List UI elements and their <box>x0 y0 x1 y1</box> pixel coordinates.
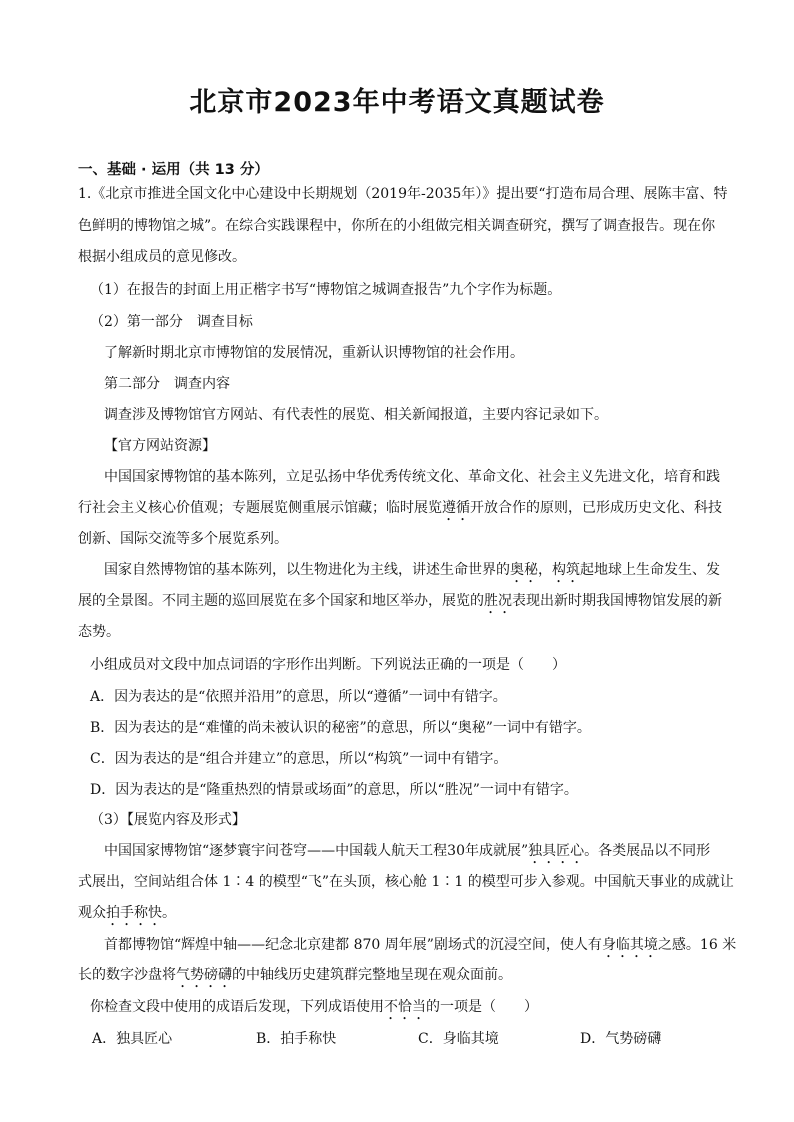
official-site-heading: 【官方网站资源】 <box>104 438 216 454</box>
subq-3-heading: （3）【展览内容及形式】 <box>90 812 246 828</box>
dotted-word-gouzhu: 构筑 <box>552 562 580 578</box>
judge-option-d: D．因为表达的是“隆重热烈的情景或场面”的意思，所以“胜况”一词中有错字。 <box>90 782 578 798</box>
para-c-line-1 <box>104 841 774 867</box>
dotted-word-shenlinqijing: 身临其境 <box>601 937 658 953</box>
idiom-option-c: C．身临其境 <box>418 1031 499 1047</box>
text-run: 起地球上生命发生、发 <box>580 562 720 578</box>
idiom-option-a: A．独具匠心 <box>92 1031 173 1047</box>
q1-line-3: 根据小组成员的意见修改。 <box>78 249 246 265</box>
idiom-option-d: D．气势磅礴 <box>580 1031 662 1047</box>
text-run: 国家自然博物馆的基本陈列，以生物进化为主线，讲述生命世界的 <box>104 562 510 578</box>
text-run: 你检查文段中使用的成语后发现，下列成语使用 <box>90 999 384 1015</box>
q1-line-2: 色鲜明的博物馆之城”。在综合实践课程中，你所在的小组做完相关调查研究，撰写了调查报告。现在你 <box>78 218 716 234</box>
part2-heading: 第二部分 调查内容 <box>104 376 230 392</box>
subq-2-heading: （2）第一部分 调查目标 <box>90 314 253 330</box>
para-c-line-2: 式展出，空间站组合体 1∶4 的模型“飞”在头顶，核心舱 1∶1 的模型可步入参观。中国航天事业的成就让 <box>78 874 734 890</box>
dotted-word-paishouchengkuai: 拍手称快 <box>106 905 162 921</box>
para-c-line-3 <box>78 903 748 929</box>
text-run: 的中轴线历史建筑群完整地呈现在观众面前。 <box>232 967 512 983</box>
judge-question: 小组成员对文段中加点词语的字形作出判断。下列说法正确的一项是（ ） <box>90 657 566 673</box>
para-a-line-3: 创新、国际交流等多个展览系列。 <box>78 531 288 547</box>
judge-option-a: A．因为表达的是“依照并沿用”的意思，所以“遵循”一词中有错字。 <box>90 689 507 705</box>
text-run: 长的数字沙盘将 <box>78 967 176 983</box>
para-b-line-3: 态势。 <box>78 624 120 640</box>
dotted-word-aomi: 奥秘 <box>510 562 538 578</box>
survey-goal-text: 了解新时期北京市博物馆的发展情况，重新认识博物馆的社会作用。 <box>104 345 524 361</box>
para-d-line-1 <box>104 935 774 961</box>
dotted-word-qishipangbo: 气势磅礴 <box>176 967 232 983</box>
text-run: 展的全景图。不同主题的巡回展览在多个国家和地区举办，展览的 <box>78 593 484 609</box>
dotted-word-buqiadang: 不恰当 <box>384 999 426 1015</box>
text-run: ， <box>538 562 552 578</box>
page-title: 北京市2023年中考语文真题试卷 <box>189 87 605 118</box>
part2-body: 调查涉及博物馆官方网站、有代表性的展览、相关新闻报道，主要内容记录如下。 <box>104 407 608 423</box>
dotted-word-zunxun: 遵循 <box>442 500 470 516</box>
para-a-line-2 <box>78 498 748 524</box>
para-a-line-1: 中国国家博物馆的基本陈列，立足弘扬中华优秀传统文化、革命文化、社会主义先进文化，培育和践 <box>104 469 720 485</box>
idiom-question <box>90 997 760 1023</box>
section-heading: 一、基础 · 运用（共 13 分） <box>78 162 269 178</box>
text-run: 表现出新时期我国博物馆发展的新 <box>512 593 722 609</box>
text-run: 。 <box>162 905 176 921</box>
text-run: 行社会主义核心价值观；专题展览侧重展示馆藏；临时展览 <box>78 500 442 516</box>
judge-option-b: B．因为表达的是“难懂的尚未被认识的秘密”的意思，所以“奥秘”一词中有错字。 <box>90 720 591 736</box>
dotted-word-dujujiangxin: 独具匠心 <box>528 843 585 859</box>
para-d-line-2 <box>78 965 748 991</box>
text-run: 。各类展品以不同形 <box>584 843 711 859</box>
text-run: 的一项是（ ） <box>426 999 538 1015</box>
text-run: 之感。16 米 <box>657 937 737 953</box>
idiom-option-b: B．拍手称快 <box>256 1031 337 1047</box>
text-run: 开放合作的原则，已形成历史文化、科技 <box>470 500 722 516</box>
judge-option-c: C．因为表达的是“组合并建立”的意思，所以“构筑”一词中有错字。 <box>90 751 508 767</box>
q1-line-1: 1.《北京市推进全国文化中心建设中长期规划（2019年-2035年）》提出要“打造布局合理、展陈丰富、特 <box>78 186 728 202</box>
para-b-line-2 <box>78 591 748 617</box>
para-b-line-1 <box>104 560 774 586</box>
text-run: 观众 <box>78 905 106 921</box>
text-run: 中国国家博物馆“逐梦寰宇问苍穹——中国载人航天工程30年成就展” <box>104 843 529 859</box>
text-run: 首都博物馆“辉煌中轴——纪念北京建都 870 周年展”剧场式的沉浸空间，使人有 <box>104 937 602 953</box>
dotted-word-shengkuang: 胜况 <box>484 593 512 609</box>
subq-1: （1）在报告的封面上用正楷字书写“博物馆之城调查报告”九个字作为标题。 <box>90 282 562 298</box>
